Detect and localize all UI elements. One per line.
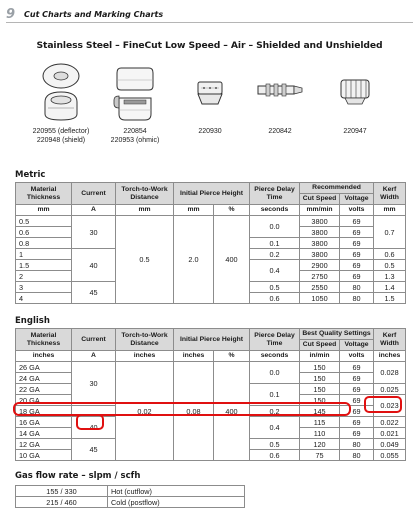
thickness-cell: 20 GA xyxy=(16,395,72,406)
header-divider xyxy=(6,22,413,23)
gas-flow-heading: Gas flow rate – slpm / scfh xyxy=(15,471,141,481)
table-header-row xyxy=(16,183,406,194)
kerf-cell: 1.3 xyxy=(374,271,406,282)
delay-cell: 0.6 xyxy=(250,450,300,461)
column-header: Current xyxy=(72,329,116,351)
column-header: Cut Speed xyxy=(300,340,340,351)
part-retaining-cap xyxy=(100,62,170,145)
voltage-cell: 69 xyxy=(340,428,374,439)
gas-flow-label: Cold (postflow) xyxy=(108,497,245,508)
voltage-cell: 69 xyxy=(340,227,374,238)
english-cut-chart xyxy=(15,328,406,461)
table-row xyxy=(16,362,406,373)
speed-cell: 120 xyxy=(300,439,340,450)
column-header: Pierce Delay Time xyxy=(250,329,300,351)
thickness-cell: 2 xyxy=(16,271,72,282)
gas-flow-table xyxy=(15,485,245,508)
voltage-cell: 69 xyxy=(340,384,374,395)
nozzle-icon xyxy=(193,62,227,124)
delay-cell: 0.5 xyxy=(250,282,300,293)
unit-cell: A xyxy=(72,205,116,216)
kerf-cell: 0.055 xyxy=(374,450,406,461)
delay-cell: 0.4 xyxy=(250,260,300,282)
current-cell: 30 xyxy=(72,362,116,406)
column-header: Current xyxy=(72,183,116,205)
units-row xyxy=(16,351,406,362)
part-deflector-shield xyxy=(20,62,102,145)
current-cell: 40 xyxy=(72,249,116,282)
electrode-icon xyxy=(252,62,308,124)
column-header: Material Thickness xyxy=(16,183,72,205)
unit-cell: mm xyxy=(116,205,174,216)
delay-cell: 0.2 xyxy=(250,249,300,260)
voltage-cell: 69 xyxy=(340,406,374,417)
part-swirl-ring xyxy=(325,62,385,137)
speed-cell: 1050 xyxy=(300,293,340,304)
speed-cell: 75 xyxy=(300,450,340,461)
unit-cell: inches xyxy=(116,351,174,362)
voltage-cell: 69 xyxy=(340,362,374,373)
table-row xyxy=(16,216,406,227)
voltage-cell: 69 xyxy=(340,271,374,282)
column-header: Kerf Width xyxy=(374,183,406,205)
part-caption: 220854 xyxy=(123,128,147,135)
part-caption: 220947 xyxy=(343,128,367,135)
chart-title: Stainless Steel – FineCut Low Speed – Air – Shielded and Unshielded xyxy=(36,40,383,51)
delay-cell: 0.4 xyxy=(250,417,300,439)
unit-cell: % xyxy=(214,351,250,362)
kerf-cell: 0.028 xyxy=(374,362,406,384)
kerf-cell: 0.5 xyxy=(374,260,406,271)
speed-cell: 2750 xyxy=(300,271,340,282)
current-cell: 30 xyxy=(72,216,116,249)
deflector-shield-icon xyxy=(38,62,84,124)
column-group-header: Best Quality Settings xyxy=(300,329,374,340)
delay-cell: 0.0 xyxy=(250,216,300,238)
delay-cell: 0.6 xyxy=(250,293,300,304)
thickness-cell: 1.5 xyxy=(16,260,72,271)
gas-flow-label: Hot (cutflow) xyxy=(108,486,245,497)
kerf-cell: 0.7 xyxy=(374,216,406,249)
kerf-cell: 0.022 xyxy=(374,417,406,428)
table-row xyxy=(16,486,245,497)
current-cell: 45 xyxy=(72,282,116,304)
english-heading: English xyxy=(15,316,50,326)
speed-cell: 3800 xyxy=(300,227,340,238)
column-header: Pierce Delay Time xyxy=(250,183,300,205)
thickness-cell: 0.6 xyxy=(16,227,72,238)
speed-cell: 150 xyxy=(300,395,340,406)
voltage-cell: 80 xyxy=(340,450,374,461)
retaining-cap-icon xyxy=(110,62,160,124)
page-number: 9 xyxy=(6,6,16,22)
speed-cell: 3800 xyxy=(300,216,340,227)
units-row xyxy=(16,205,406,216)
unit-cell: seconds xyxy=(250,205,300,216)
table-header-row xyxy=(16,329,406,340)
unit-cell: mm xyxy=(16,205,72,216)
voltage-cell: 69 xyxy=(340,260,374,271)
column-header: Initial Pierce Height xyxy=(174,329,250,351)
voltage-cell: 69 xyxy=(340,249,374,260)
unit-cell: inches xyxy=(174,351,214,362)
kerf-cell: 0.023 xyxy=(374,395,406,417)
unit-cell: inches xyxy=(16,351,72,362)
distance-cell: 0.02 xyxy=(116,362,174,461)
highlight-kerf-annotation xyxy=(364,396,402,413)
unit-cell: in/min xyxy=(300,351,340,362)
thickness-cell: 24 GA xyxy=(16,373,72,384)
voltage-cell: 69 xyxy=(340,216,374,227)
delay-cell: 0.2 xyxy=(250,406,300,417)
page-header xyxy=(6,6,163,22)
thickness-cell: 1 xyxy=(16,249,72,260)
current-cell: 40 xyxy=(72,417,116,439)
part-caption: 220842 xyxy=(268,128,292,135)
delay-cell: 0.0 xyxy=(250,362,300,384)
speed-cell: 115 xyxy=(300,417,340,428)
unit-cell: inches xyxy=(374,351,406,362)
unit-cell: mm xyxy=(374,205,406,216)
unit-cell: mm xyxy=(174,205,214,216)
kerf-cell: 1.4 xyxy=(374,282,406,293)
pierce-height-cell: 2.0 xyxy=(174,216,214,304)
thickness-cell: 12 GA xyxy=(16,439,72,450)
gas-flow-value: 215 / 460 xyxy=(16,497,108,508)
thickness-cell: 4 xyxy=(16,293,72,304)
column-header: Voltage xyxy=(340,194,374,205)
kerf-cell: 0.049 xyxy=(374,439,406,450)
unit-cell: A xyxy=(72,351,116,362)
voltage-cell: 80 xyxy=(340,439,374,450)
voltage-cell: 69 xyxy=(340,417,374,428)
speed-cell: 145 xyxy=(300,406,340,417)
section-title: Cut Charts and Marking Charts xyxy=(24,9,164,19)
speed-cell: 3800 xyxy=(300,249,340,260)
kerf-cell: 0.025 xyxy=(374,384,406,395)
delay-cell: 0.1 xyxy=(250,384,300,406)
part-caption: 220948 (shield) xyxy=(36,136,86,144)
thickness-cell: 26 GA xyxy=(16,362,72,373)
part-caption: 220955 (deflector) xyxy=(32,128,90,135)
unit-cell: seconds xyxy=(250,351,300,362)
distance-cell: 0.5 xyxy=(116,216,174,304)
column-header: Initial Pierce Height xyxy=(174,183,250,205)
unit-cell: volts xyxy=(340,351,374,362)
thickness-cell: 22 GA xyxy=(16,384,72,395)
metric-heading: Metric xyxy=(15,170,46,180)
consumable-parts xyxy=(20,62,399,162)
table-row xyxy=(16,497,245,508)
kerf-cell: 0.6 xyxy=(374,249,406,260)
voltage-cell: 80 xyxy=(340,282,374,293)
voltage-cell: 69 xyxy=(340,373,374,384)
pierce-percent-cell: 400 xyxy=(214,362,250,461)
speed-cell: 2900 xyxy=(300,260,340,271)
unit-cell: mm/min xyxy=(300,205,340,216)
speed-cell: 150 xyxy=(300,373,340,384)
speed-cell: 2550 xyxy=(300,282,340,293)
thickness-cell: 18 GA xyxy=(16,406,72,417)
thickness-cell: 16 GA xyxy=(16,417,72,428)
metric-cut-chart xyxy=(15,182,406,304)
thickness-cell: 3 xyxy=(16,282,72,293)
thickness-cell: 0.5 xyxy=(16,216,72,227)
voltage-cell: 80 xyxy=(340,293,374,304)
speed-cell: 150 xyxy=(300,362,340,373)
column-header: Material Thickness xyxy=(16,329,72,351)
part-caption: 220953 (ohmic) xyxy=(110,136,160,144)
highlight-current-annotation xyxy=(76,414,104,430)
voltage-cell: 69 xyxy=(340,238,374,249)
speed-cell: 150 xyxy=(300,384,340,395)
part-electrode xyxy=(245,62,315,137)
voltage-cell: 69 xyxy=(340,395,374,406)
delay-cell: 0.1 xyxy=(250,238,300,249)
part-caption: 220930 xyxy=(198,128,222,135)
kerf-cell: 1.5 xyxy=(374,293,406,304)
delay-cell: 0.5 xyxy=(250,439,300,450)
pierce-percent-cell: 400 xyxy=(214,216,250,304)
column-header: Torch-to-Work Distance xyxy=(116,183,174,205)
thickness-cell: 10 GA xyxy=(16,450,72,461)
column-group-header: Recommended xyxy=(300,183,374,194)
pierce-height-cell: 0.08 xyxy=(174,362,214,461)
unit-cell: % xyxy=(214,205,250,216)
thickness-cell: 14 GA xyxy=(16,428,72,439)
unit-cell: volts xyxy=(340,205,374,216)
column-header: Voltage xyxy=(340,340,374,351)
swirl-ring-icon xyxy=(335,62,375,124)
column-header: Cut Speed xyxy=(300,194,340,205)
highlight-row-annotation xyxy=(13,402,351,416)
thickness-cell: 0.8 xyxy=(16,238,72,249)
gas-flow-value: 155 / 330 xyxy=(16,486,108,497)
current-cell: 45 xyxy=(72,439,116,461)
speed-cell: 3800 xyxy=(300,238,340,249)
speed-cell: 110 xyxy=(300,428,340,439)
column-header: Kerf Width xyxy=(374,329,406,351)
kerf-cell: 0.021 xyxy=(374,428,406,439)
column-header: Torch-to-Work Distance xyxy=(116,329,174,351)
part-nozzle xyxy=(180,62,240,137)
